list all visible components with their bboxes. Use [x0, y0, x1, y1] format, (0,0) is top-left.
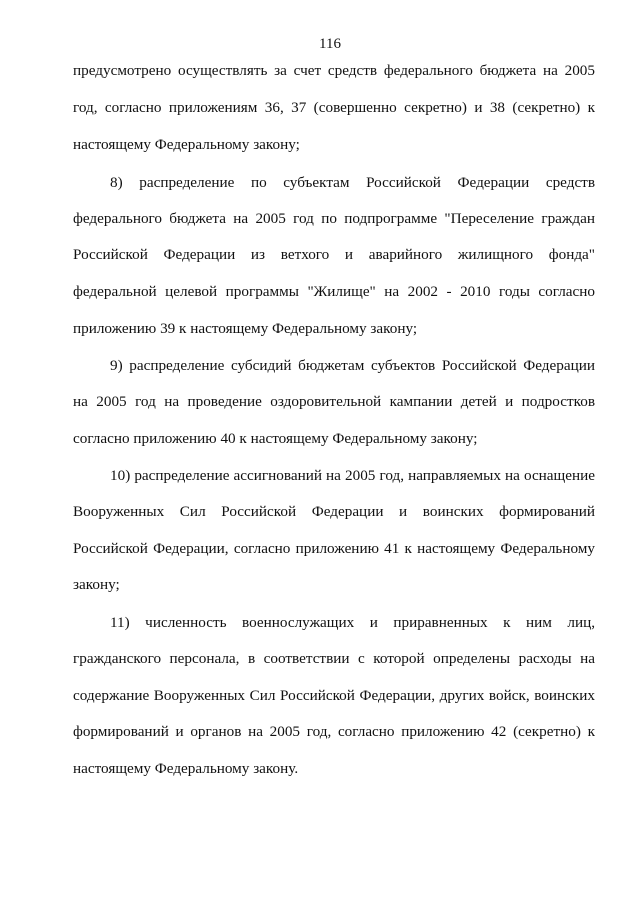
text-line: настоящему Федеральному закону. — [73, 760, 299, 777]
text-line: Вооруженных Сил Российской Федерации и воинских формирований — [73, 503, 595, 520]
text-line: федерального бюджета на 2005 год по подпрограмме "Переселение граждан — [73, 210, 595, 227]
text-line: год, согласно приложениям 36, 37 (совершенно секретно) и 38 (секретно) к — [73, 99, 595, 116]
text-line: закону; — [73, 576, 120, 593]
text-line: предусмотрено осуществлять за счет средств федерального бюджета на 2005 — [73, 62, 595, 79]
text-line: формирований и органов на 2005 год, согласно приложению 42 (секретно) к — [73, 723, 595, 740]
text-line: приложению 39 к настоящему Федеральному закону; — [73, 320, 418, 337]
text-line: гражданского персонала, в соответствии с которой определены расходы на — [73, 650, 595, 667]
text-line: 10) распределение ассигнований на 2005 год, направляемых на оснащение — [110, 467, 595, 484]
page-number: 116 — [319, 36, 341, 52]
text-line: Российской Федерации, согласно приложению 41 к настоящему Федеральному — [73, 540, 595, 557]
text-line: 11) численность военнослужащих и приравненных к ним лиц, — [110, 614, 595, 631]
text-line: Российской Федерации из ветхого и аварийного жилищного фонда" — [73, 246, 595, 263]
text-line: настоящему Федеральному закону; — [73, 136, 300, 153]
text-line: согласно приложению 40 к настоящему Федеральному закону; — [73, 430, 478, 447]
text-line: на 2005 год на проведение оздоровительной кампании детей и подростков — [73, 393, 595, 410]
text-line: федеральной целевой программы "Жилище" на 2002 - 2010 годы согласно — [73, 283, 595, 300]
text-line: содержание Вооруженных Сил Российской Федерации, других войск, воинских — [73, 687, 595, 704]
text-line: 8) распределение по субъектам Российской Федерации средств — [110, 174, 595, 191]
text-line: 9) распределение субсидий бюджетам субъектов Российской Федерации — [110, 357, 595, 374]
